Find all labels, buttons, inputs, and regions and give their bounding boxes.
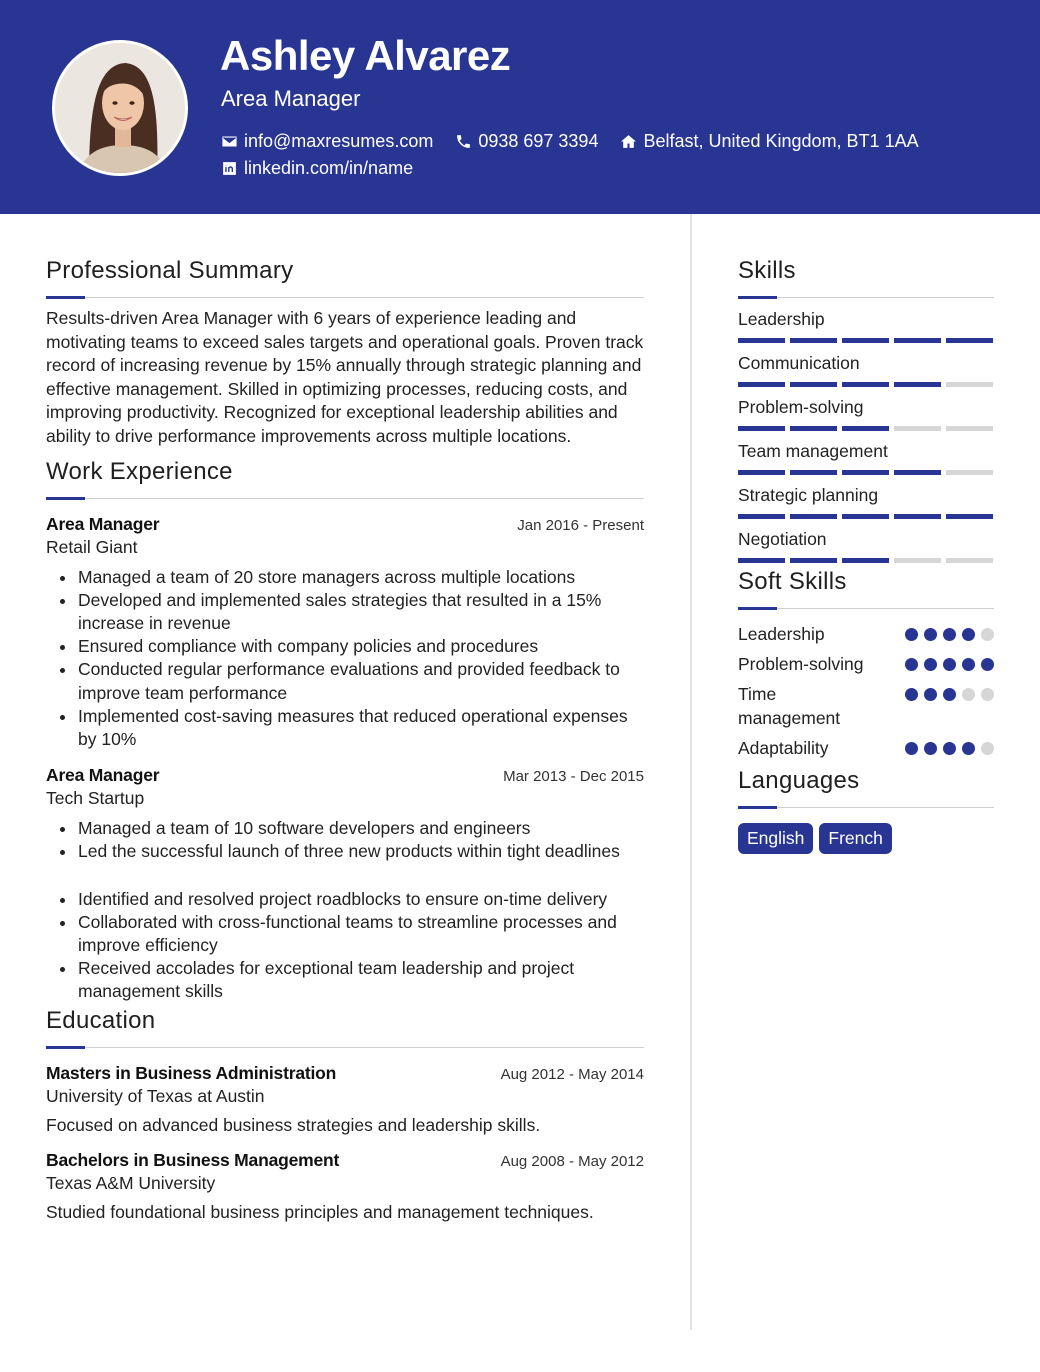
soft-skill-rating	[905, 742, 994, 755]
skill-level-segment	[790, 470, 837, 475]
summary-section	[46, 256, 644, 449]
skill-level-segment	[842, 558, 889, 563]
skill-level-segment	[946, 470, 993, 475]
skill-level-segment	[842, 470, 889, 475]
skill-level-segment	[946, 558, 993, 563]
contact-email[interactable]	[221, 131, 433, 152]
education-dates: Aug 2008 - May 2012	[500, 1152, 644, 1170]
skills-list	[738, 307, 994, 563]
skill-level-segment	[790, 338, 837, 343]
job-role: Area Manager	[46, 765, 160, 786]
list-item: Managed a team of 10 software developers and engineers	[58, 817, 644, 840]
language-badge: English	[738, 823, 813, 854]
skill-level-segment	[790, 382, 837, 387]
degree: Masters in Business Administration	[46, 1062, 337, 1083]
rating-dot	[981, 688, 994, 701]
skill-level-segment	[842, 514, 889, 519]
skill-level-segment	[790, 558, 837, 563]
education-entry	[46, 1063, 644, 1136]
rating-dot	[905, 658, 918, 671]
list-item: Conducted regular performance evaluations and provided feedback to improve team performance	[58, 658, 644, 704]
soft-skills-list	[738, 622, 994, 760]
skill-item	[738, 351, 994, 387]
job-dates: Mar 2013 - Dec 2015	[503, 768, 644, 786]
skill-name: Negotiation	[738, 529, 827, 549]
skill-level-segment	[790, 514, 837, 519]
job-role: Area Manager	[46, 513, 160, 534]
education-entry	[46, 1150, 644, 1223]
skill-item	[738, 527, 994, 563]
section-rule	[738, 296, 994, 299]
skill-item	[738, 307, 994, 343]
skill-level-segment	[894, 382, 941, 387]
rating-dot	[962, 742, 975, 755]
job-bullets	[58, 817, 644, 1003]
skill-name: Problem-solving	[738, 397, 864, 417]
rating-dot	[981, 628, 994, 641]
soft-skill-item	[738, 652, 994, 676]
candidate-name: Ashley Alvarez	[220, 32, 511, 79]
rating-dot	[924, 688, 937, 701]
skill-level-segment	[738, 470, 785, 475]
rating-dot	[943, 688, 956, 701]
skill-name: Communication	[738, 353, 860, 373]
education-dates: Aug 2012 - May 2014	[500, 1065, 644, 1083]
skill-level-segment	[894, 338, 941, 343]
address-text: Belfast, United Kingdom, BT1 1AA	[643, 130, 919, 151]
education-section	[46, 1006, 644, 1223]
skill-level-bar	[738, 514, 994, 519]
section-rule	[46, 497, 644, 500]
education-heading: Education	[46, 1006, 156, 1034]
skill-item	[738, 395, 994, 431]
soft-skill-name: Problem-solving	[738, 654, 864, 674]
list-item: Ensured compliance with company policies and procedures	[58, 635, 644, 658]
skill-level-segment	[738, 338, 785, 343]
skill-level-segment	[946, 426, 993, 431]
skill-level-segment	[946, 338, 993, 343]
languages-list	[738, 823, 994, 854]
skill-level-segment	[894, 426, 941, 431]
column-divider	[690, 214, 692, 1330]
job-company: Tech Startup	[46, 788, 145, 809]
list-item: Managed a team of 20 store managers across multiple locations	[58, 566, 644, 589]
job-entry	[46, 514, 644, 752]
list-item: Received accolades for exceptional team leadership and project management skills	[58, 957, 644, 1003]
job-dates: Jan 2016 - Present	[517, 516, 644, 534]
skill-level-bar	[738, 558, 994, 563]
resume-header	[0, 0, 1040, 214]
rating-dot	[962, 688, 975, 701]
school: University of Texas at Austin	[46, 1085, 265, 1106]
rating-dot	[943, 658, 956, 671]
soft-skill-rating	[905, 628, 994, 641]
linkedin-text: linkedin.com/in/name	[244, 157, 414, 178]
skill-level-segment	[842, 338, 889, 343]
skill-level-bar	[738, 338, 994, 343]
phone-icon	[455, 133, 472, 150]
contact-info	[221, 128, 1021, 182]
soft-skill-item	[738, 682, 994, 730]
skill-level-bar	[738, 470, 994, 475]
soft-skill-name: Leadership	[738, 624, 825, 644]
skill-level-bar	[738, 426, 994, 431]
skill-level-segment	[946, 514, 993, 519]
rating-dot	[924, 628, 937, 641]
main-column	[46, 256, 644, 1223]
section-rule	[738, 806, 994, 809]
linkedin-icon	[221, 160, 238, 177]
experience-section	[46, 457, 644, 1004]
languages-heading: Languages	[738, 767, 860, 794]
job-bullets	[58, 566, 644, 752]
list-item: Implemented cost-saving measures that reduced operational expenses by 10%	[58, 705, 644, 751]
soft-skills-heading: Soft Skills	[738, 568, 847, 595]
list-item: Collaborated with cross-functional teams to streamline processes and improve efficiency	[58, 911, 644, 957]
rating-dot	[924, 658, 937, 671]
rating-dot	[962, 628, 975, 641]
contact-address	[620, 131, 918, 152]
list-item: Led the successful launch of three new products within tight deadlines	[58, 840, 644, 863]
soft-skill-name: Time management	[738, 684, 841, 728]
rating-dot	[905, 742, 918, 755]
skill-name: Leadership	[738, 309, 825, 329]
skill-level-segment	[842, 382, 889, 387]
skill-level-segment	[738, 558, 785, 563]
rating-dot	[924, 742, 937, 755]
soft-skill-name: Adaptability	[738, 738, 829, 758]
language-badge: French	[819, 823, 891, 854]
skills-section	[738, 256, 994, 563]
rating-dot	[962, 658, 975, 671]
skill-level-segment	[894, 558, 941, 563]
rating-dot	[981, 742, 994, 755]
skill-level-segment	[738, 426, 785, 431]
skill-level-segment	[894, 470, 941, 475]
soft-skills-section	[738, 567, 994, 760]
skill-name: Strategic planning	[738, 485, 879, 505]
skill-level-bar	[738, 382, 994, 387]
profile-photo	[52, 40, 188, 176]
email-text: info@maxresumes.com	[244, 130, 434, 151]
skill-level-segment	[894, 514, 941, 519]
contact-phone[interactable]	[455, 131, 598, 152]
skill-level-segment	[790, 426, 837, 431]
rating-dot	[981, 658, 994, 671]
degree: Bachelors in Business Management	[46, 1149, 340, 1170]
job-company: Retail Giant	[46, 536, 138, 557]
phone-text: 0938 697 3394	[478, 130, 599, 151]
skill-item	[738, 483, 994, 519]
soft-skill-rating	[905, 688, 994, 701]
skill-level-segment	[738, 382, 785, 387]
soft-skill-item	[738, 736, 994, 760]
rating-dot	[905, 688, 918, 701]
education-description: Studied foundational business principles and management techniques.	[46, 1201, 594, 1222]
envelope-icon	[221, 133, 238, 150]
experience-heading: Work Experience	[46, 457, 233, 485]
sidebar-column	[738, 256, 994, 854]
languages-section	[738, 766, 994, 854]
person-portrait-icon	[55, 43, 188, 176]
school: Texas A&M University	[46, 1172, 216, 1193]
job-entry	[46, 765, 644, 1003]
skill-item	[738, 439, 994, 475]
education-description: Focused on advanced business strategies and leadership skills.	[46, 1114, 541, 1135]
rating-dot	[905, 628, 918, 641]
candidate-title: Area Manager	[221, 86, 361, 111]
rating-dot	[943, 628, 956, 641]
contact-linkedin[interactable]	[221, 158, 413, 179]
skill-level-segment	[946, 382, 993, 387]
list-item: Developed and implemented sales strategies that resulted in a 15% increase in revenue	[58, 589, 644, 635]
section-rule	[46, 296, 644, 299]
skill-name: Team management	[738, 441, 888, 461]
section-rule	[738, 607, 994, 610]
soft-skill-item	[738, 622, 994, 646]
rating-dot	[943, 742, 956, 755]
soft-skill-rating	[905, 658, 994, 671]
skill-level-segment	[738, 514, 785, 519]
summary-heading: Professional Summary	[46, 257, 294, 284]
skill-level-segment	[842, 426, 889, 431]
home-icon	[620, 133, 637, 150]
skills-heading: Skills	[738, 257, 796, 284]
summary-text: Results-driven Area Manager with 6 years of experience leading and motivating teams to exceed sales targets and operational goals. Proven track record of increasing revenue by 15% annually through strategic planning and effective management. Skilled in optimizing processes, reducing costs, and improving productivity. Recognized for exceptional leadership abilities and ability to drive performance improvements across multiple locations.	[46, 308, 644, 446]
section-rule	[46, 1046, 644, 1049]
list-item: Identified and resolved project roadblocks to ensure on-time delivery	[58, 888, 644, 911]
